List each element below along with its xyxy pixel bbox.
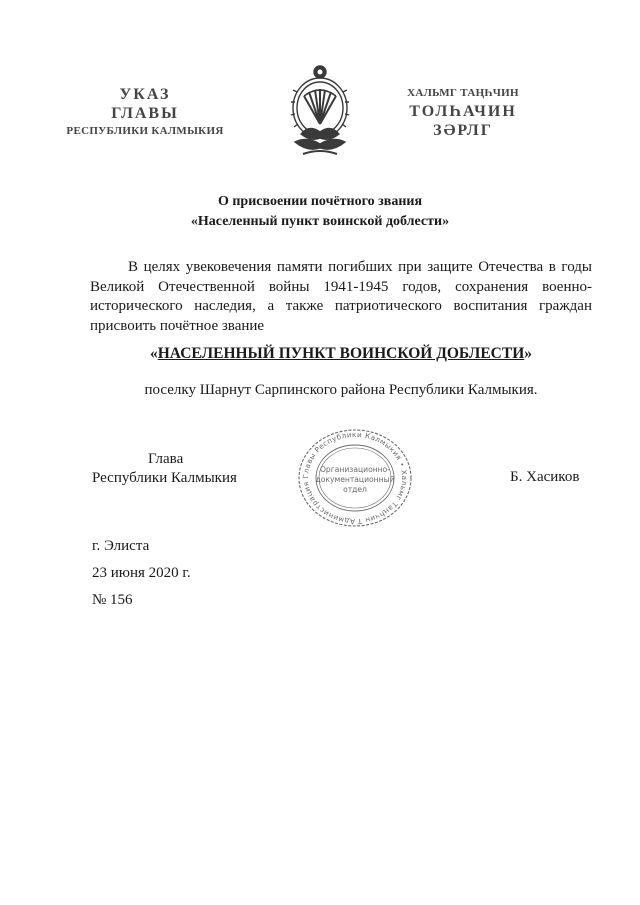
header-right-line3: ЗӘРЛГ — [433, 122, 493, 139]
stamp-ring-text: Администрация Главы Республики Калмыкия • Хальмг Таңһчин Т — [300, 429, 410, 527]
decree-body-text: В целях увековечения памяти погибших при защите Отечества в годы Великой Отечественной войны 1941-1945 годов, сохранения военно-исторического наследия, а также патриотического воспитания граждан присвоить почётное звание — [90, 259, 592, 334]
header-right-line1: ХАЛЬМГ ТАҢҺЧИН — [407, 87, 519, 99]
honor-title-text: НАСЕЛЕННЫЙ ПУНКТ ВОИНСКОЙ ДОБЛЕСТИ — [157, 345, 525, 362]
signatory-position — [92, 450, 237, 488]
decree-title — [120, 192, 520, 232]
decree-title-line1: О присвоении почётного звания — [217, 194, 423, 209]
recipient: поселку Шарнут Сарпинского района Республики Калмыкия. — [144, 382, 538, 398]
honor-open-quote: « — [150, 345, 158, 362]
header-left-line3: РЕСПУБЛИКИ КАЛМЫКИЯ — [66, 125, 224, 137]
decree-number: № 156 — [92, 592, 133, 608]
stamp-center-line1: Организационно- — [319, 465, 391, 474]
signatory-name: Б. Хасиков — [510, 469, 580, 485]
signatory-position-line1: Глава — [148, 451, 184, 467]
round-stamp-icon — [295, 428, 415, 530]
stamp-center-line2: документационный — [315, 475, 395, 484]
header-right — [398, 85, 528, 140]
decree-date: 23 июня 2020 г. — [92, 565, 191, 581]
header-left — [60, 85, 230, 140]
header-right-line2: ТОЛҺАЧИН — [409, 103, 517, 120]
decree-place: г. Элиста — [92, 538, 150, 554]
header-left-line1: УКАЗ — [119, 86, 171, 103]
coat-of-arms-icon — [289, 62, 351, 162]
decree-body — [90, 258, 592, 336]
header-left-line2: ГЛАВЫ — [111, 105, 179, 122]
signatory-position-line2: Республики Калмыкия — [92, 470, 237, 486]
honor-title — [90, 345, 592, 363]
stamp-center-line3: отдел — [343, 485, 367, 494]
honor-close-quote: » — [524, 345, 532, 362]
decree-title-line2: «Населенный пункт воинской доблести» — [190, 214, 450, 229]
